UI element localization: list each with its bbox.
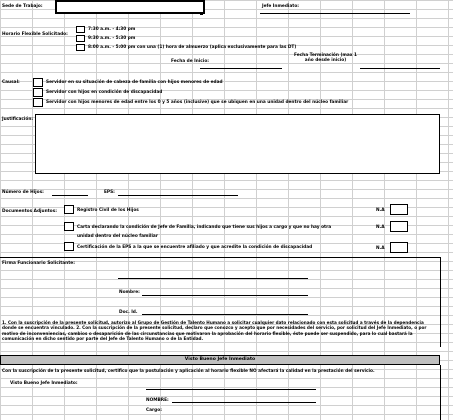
numero-hijos-label: Número de Hijos: xyxy=(2,190,44,195)
horario-option-3-checkbox[interactable] xyxy=(76,44,85,51)
causal-option-3-label: Servidor con hijos menores de edad entre los 0 y 5 años (inclusive) que se ubiquen en una unidad dentro del núcleo familiar xyxy=(46,100,349,105)
fecha-terminacion-line[interactable] xyxy=(360,68,440,69)
documento-1-na-label: N.A xyxy=(376,208,385,213)
firma-doc-line[interactable] xyxy=(142,314,308,315)
fecha-inicio-line[interactable] xyxy=(200,68,282,69)
documento-3-na-label: N.A xyxy=(376,246,385,251)
documentos-label: Documentos Adjuntos: xyxy=(2,209,57,214)
firma-section-right-border xyxy=(440,257,441,347)
numero-hijos-line[interactable] xyxy=(52,195,88,196)
visto-bueno-signature-line[interactable] xyxy=(146,389,316,390)
visto-bueno-title: Visto Bueno Jefe Inmediato xyxy=(184,357,256,362)
visto-bueno-signature-label: Visto Bueno Jefe Inmediato: xyxy=(10,381,78,386)
visto-bueno-nombre-line[interactable] xyxy=(172,402,316,403)
horario-option-3-label: 8:00 a.m. - 5:00 pm con una (1) hora de almuerzo (aplica exclusivamente para las DT) xyxy=(88,45,297,50)
causal-option-3-checkbox[interactable] xyxy=(33,98,43,107)
causal-option-2-label: Servidor con hijos en condición de discapacidad xyxy=(46,90,163,95)
documento-2-checkbox[interactable] xyxy=(64,222,74,231)
horario-label: Horario Flexible Solicitado: xyxy=(2,32,68,37)
fecha-inicio-label: Fecha de Inicio: xyxy=(171,59,209,64)
documento-3-checkbox[interactable] xyxy=(64,242,74,251)
horario-option-2-checkbox[interactable] xyxy=(76,35,85,42)
jefe-line[interactable] xyxy=(260,13,410,14)
horario-option-1-label: 7:30 a.m. - 4:30 pm xyxy=(88,27,136,32)
documento-2-na-checkbox[interactable] xyxy=(390,221,408,232)
firma-line[interactable] xyxy=(118,278,308,279)
visto-bueno-statement: Con la suscripción de la presente solicitud, certifico que la postulación y aplicación al horario flexible NO afectará la calidad en la prestación del servicio. xyxy=(2,369,375,374)
firma-nombre-line[interactable] xyxy=(142,295,308,296)
visto-bueno-nombre-label: NOMBRE: xyxy=(146,398,169,403)
documento-3-na-checkbox[interactable] xyxy=(390,242,408,253)
documento-3-label: Certificación de la EPS a la que se encuentre afiliado y que acredite la condición de discapacidad xyxy=(77,245,313,250)
causal-option-1-label: Servidor en su situación de cabeza de familia con hijos menores de edad xyxy=(46,80,223,85)
documento-1-label: Registro Civil de los Hijos xyxy=(77,208,139,213)
documento-1-na-checkbox[interactable] xyxy=(390,204,408,215)
sede-input[interactable] xyxy=(55,0,205,14)
horario-option-2-label: 9:30 a.m. - 5:30 pm xyxy=(88,36,136,41)
eps-label: EPS: xyxy=(104,190,115,195)
causal-label: Causal: xyxy=(2,80,20,85)
causal-option-1-checkbox[interactable] xyxy=(33,78,43,87)
documento-2-na-label: N.A xyxy=(376,225,385,230)
documento-2-label: Carta declarando la condición de Jefe de Familia, indicando que tiene sus hijos a cargo y que no hay otra unidad dentro del núcleo familiar xyxy=(77,225,332,239)
causal-option-2-checkbox[interactable] xyxy=(33,88,43,97)
jefe-label: Jefe Inmediato: xyxy=(262,4,300,9)
justificacion-textarea[interactable] xyxy=(35,114,440,174)
fecha-terminacion-label: Fecha Terminación (max 1 año desde inicio) xyxy=(293,53,358,63)
visto-bueno-right-border xyxy=(440,365,441,420)
firma-label: Firma Funcionario Solicitante: xyxy=(2,261,75,266)
notas-text: 1. Con la suscripción de la presente solicitud, autorizo al Grupo de Gestión de Talento Humano a solicitar cualquier dato relacionado con esta solicitud a través de la dependencia donde se encuentra vinculado. 2. Con la suscripción de la presente solicitud, declaro que conozco y acepto que por necesidades del servicio, por solicitud del Jefe Inmediato, o por motivo de inconveniencias, cambios o desaparición de las circunstancias que motivaron la aprobación del horario flexible, éste puede ser suspendido, para lo cual bastará la comunicación en dicho sentido por parte del Jefe de Talento Humano o de la Entidad. xyxy=(2,320,427,341)
firma-section-top-border xyxy=(0,257,440,258)
sede-label: Sede de Trabajo: xyxy=(2,4,43,9)
visto-bueno-cargo-label: Cargo: xyxy=(146,408,162,413)
justificacion-label: Justificación: xyxy=(2,117,34,122)
selection-handle[interactable] xyxy=(200,12,203,15)
horario-option-1-checkbox[interactable] xyxy=(76,26,85,33)
eps-line[interactable] xyxy=(118,195,238,196)
documento-1-checkbox[interactable] xyxy=(64,205,74,214)
visto-bueno-header xyxy=(0,355,440,365)
firma-doc-label: Doc. Id. xyxy=(119,310,138,315)
firma-nombre-label: Nombre: xyxy=(119,290,140,295)
